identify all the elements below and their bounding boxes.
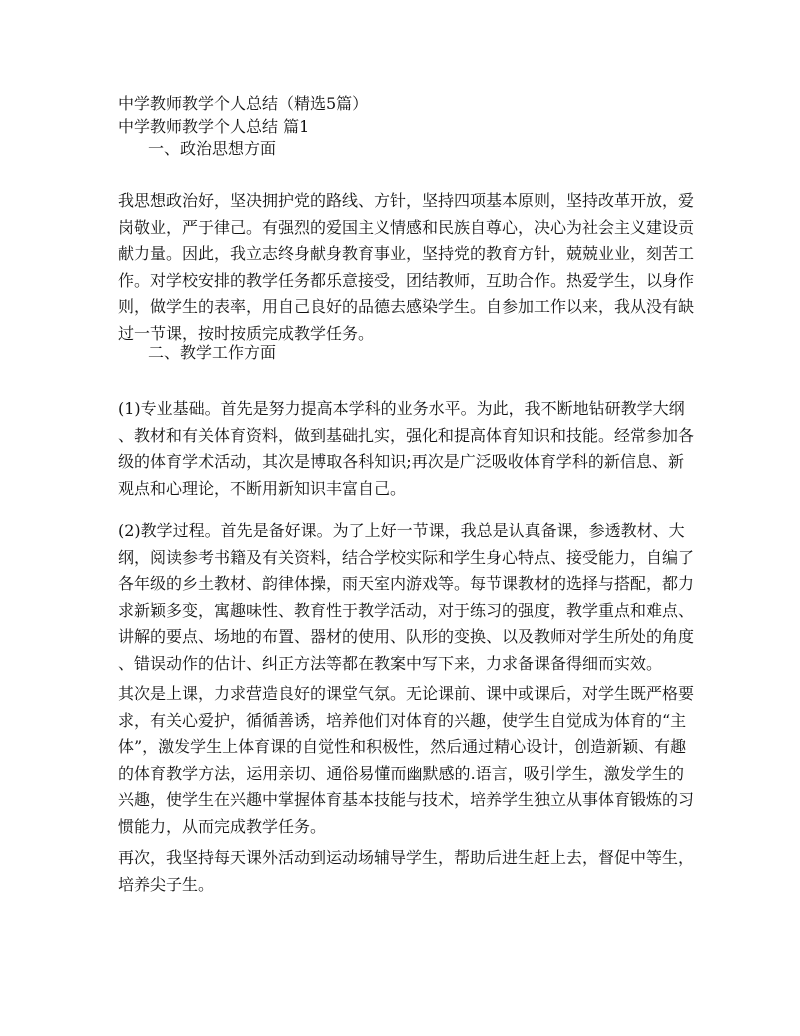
paragraph-line: 、教材和有关体育资料，做到基础扎实，强化和提高体育知识和技能。经常参加各 (118, 425, 695, 445)
paragraph-line: 讲解的要点、场地的布置、器材的使用、队形的变换、以及教师对学生所处的角度 (118, 627, 695, 646)
paragraph-line: 献力量。因此，我立志终身献身教育事业，坚持党的教育方针，兢兢业业，刻苦工 (118, 244, 695, 263)
paragraph-line: 岗敬业，严于律己。有强烈的爱国主义情感和民族自尊心，决心为社会主义建设贡 (118, 217, 695, 237)
document-title: 中学教师教学个人总结（精选5篇） (118, 94, 369, 113)
paragraph-line: 惯能力，从而完成教学任务。 (118, 816, 327, 836)
paragraph-line: 求新颖多变，寓趣味性、教育性于教学活动，对于练习的强度，教学重点和难点、 (118, 600, 695, 620)
paragraph-politics (118, 188, 695, 347)
paragraph-line: 求，有关心爱护，循循善诱，培养他们对体育的兴趣，使学生自觉成为体育的“主 (118, 710, 687, 730)
paragraph-line: 级的体育学术活动，其次是博取各科知识;再次是广泛吸收体育学科的新信息、新 (118, 452, 684, 471)
paragraph-line: 作。对学校安排的教学任务都乐意接受，团结教师，互助合作。热爱学生，以身作 (118, 270, 695, 290)
paragraph-line: 兴趣，使学生在兴趣中掌握体育基本技能与技术，培养学生独立从事体育锻炼的习 (118, 790, 695, 809)
paragraph-line: (1)专业基础。首先是努力提高本学科的业务水平。为此，我不断地钻研教学大纲 (118, 399, 685, 418)
paragraph-line: 过一节课，按时按质完成教学任务。 (118, 323, 375, 343)
paragraph-line: 纲，阅读参考书籍及有关资料，结合学校实际和学生身心特点、接受能力，自编了 (118, 547, 695, 567)
paragraph-line: (2)教学过程。首先是备好课。为了上好一节课，我总是认真备课，参透教材、大 (118, 521, 685, 540)
paragraph-line: 观点和心理论，不断用新知识丰富自己。 (118, 478, 407, 498)
paragraph-foundation (118, 396, 695, 502)
paragraph-line: 各年级的乡土教材、韵律体操，雨天室内游戏等。每节课教材的选择与搭配，都力 (118, 574, 695, 593)
paragraph-extracurricular (118, 845, 695, 898)
document-subtitle: 中学教师教学个人总结 篇1 (118, 117, 310, 136)
section-heading-politics: 一、政治思想方面 (148, 139, 277, 158)
paragraph-process (118, 518, 695, 677)
paragraph-line: 再次，我坚持每天课外活动到运动场辅导学生，帮助后进生赶上去，督促中等生， (118, 848, 695, 867)
paragraph-line: 、错误动作的估计、纠正方法等都在教案中写下来，力求备课备得细而实效。 (118, 653, 663, 673)
paragraph-line: 体”，激发学生上体育课的自觉性和积极性，然后通过精心设计，创造新颖、有趣 (118, 737, 687, 756)
paragraph-line: 其次是上课，力求营造良好的课堂气氛。无论课前、课中或课后，对学生既严格要 (118, 684, 695, 703)
paragraph-line: 的体育教学方法，运用亲切、通俗易懂而幽默感的.语言，吸引学生，激发学生的 (118, 763, 684, 783)
section-heading-teaching: 二、教学工作方面 (148, 343, 277, 362)
paragraph-classroom (118, 681, 695, 840)
paragraph-line: 培养尖子生。 (118, 874, 215, 894)
paragraph-line: 我思想政治好，坚决拥护党的路线、方针，坚持四项基本原则，坚持改革开放，爱 (118, 191, 695, 210)
paragraph-line: 则，做学生的表率，用自己良好的品德去感染学生。自参加工作以来，我从没有缺 (118, 297, 695, 316)
